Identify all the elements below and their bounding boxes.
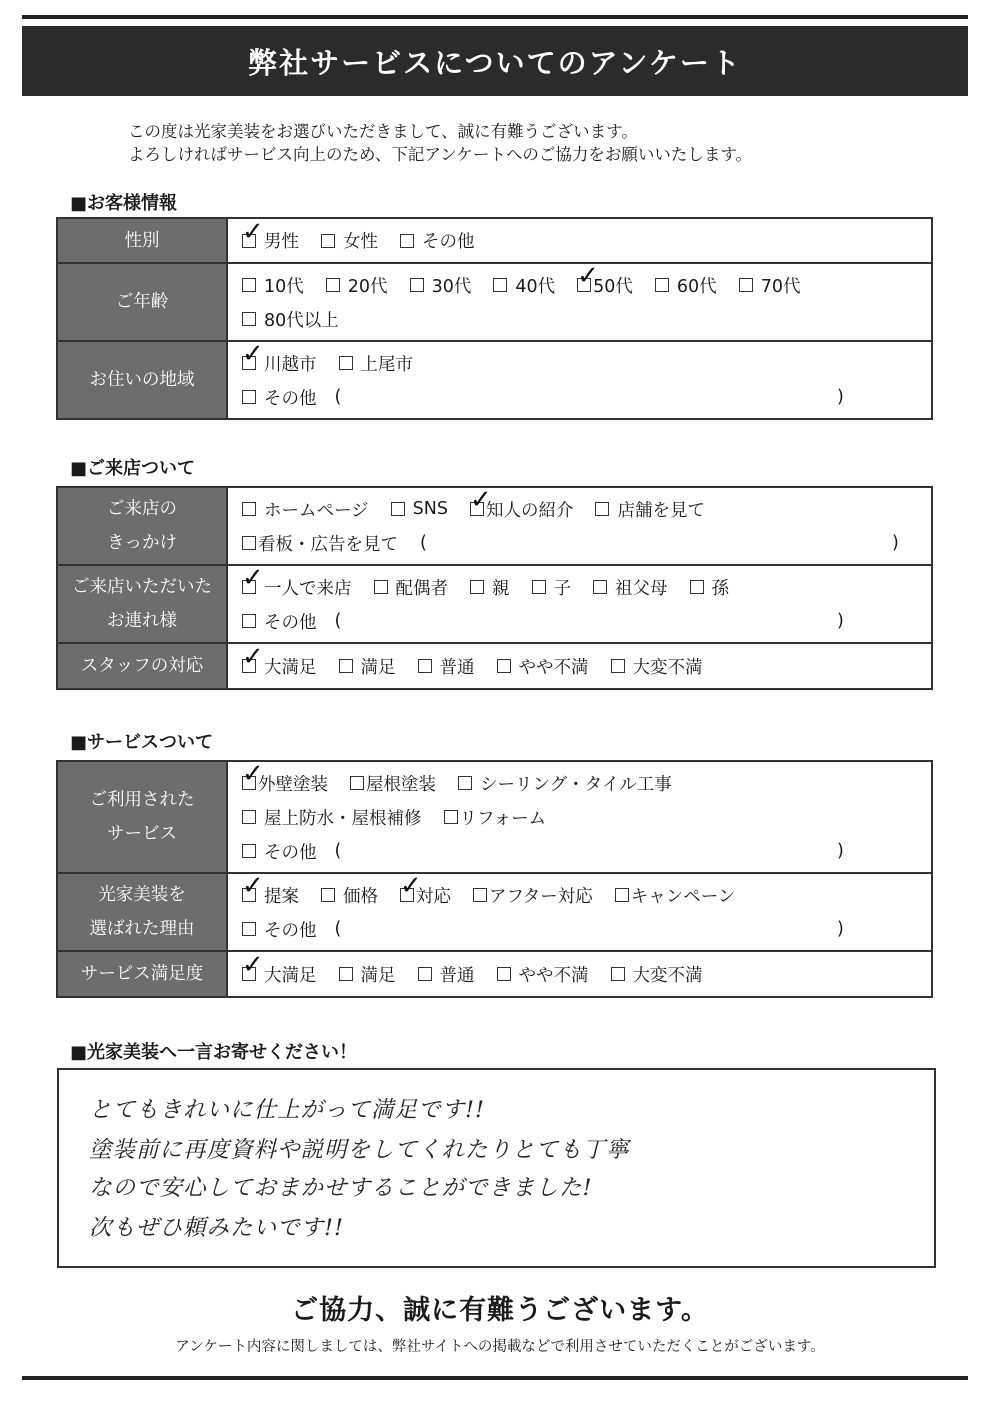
option-grandparent[interactable]	[593, 575, 668, 600]
checkbox[interactable]	[242, 950, 264, 981]
option-reason-other[interactable]	[242, 917, 317, 942]
option-label: 配偶者	[395, 578, 448, 599]
comment-line-2: 塗装前に再度資料や説明をしてくれたりとても丁寧	[89, 1137, 630, 1163]
option-age-80plus[interactable]	[242, 307, 339, 332]
option-campaign[interactable]	[615, 883, 736, 908]
option-label: 価格	[343, 886, 378, 907]
option-very-dissatisfied[interactable]	[611, 962, 703, 987]
gender-options	[227, 218, 932, 263]
checkbox[interactable]	[242, 339, 264, 370]
option-label: 60代	[676, 276, 717, 297]
checkbox[interactable]	[242, 810, 256, 824]
option-response[interactable]	[400, 871, 451, 908]
usage-notice: アンケート内容に関しましては、弊社サイトへの掲載などで利用させていただくことがございます。	[175, 1339, 825, 1355]
reason-label	[57, 873, 227, 951]
option-signboard[interactable]	[242, 531, 398, 556]
option-label: その他	[264, 612, 317, 633]
checkbox[interactable]	[611, 967, 625, 981]
checkbox[interactable]	[473, 888, 487, 902]
trigger-label-line-2: きっかけ	[107, 533, 177, 553]
close-paren: )	[892, 533, 899, 553]
option-label: 30代	[431, 276, 472, 297]
checkbox[interactable]	[444, 810, 458, 824]
check-mark-icon: ✓	[577, 261, 599, 291]
option-age-60[interactable]	[655, 273, 717, 298]
check-mark-icon: ✓	[469, 485, 492, 515]
option-label: 満足	[360, 657, 396, 678]
option-label: 大満足	[264, 965, 317, 986]
satisfaction-label: サービス満足度	[57, 951, 227, 997]
check-mark-icon: ✓	[400, 871, 422, 901]
checkbox[interactable]	[242, 871, 264, 902]
open-paren: (	[334, 919, 342, 939]
option-homepage[interactable]	[242, 497, 369, 522]
checkbox[interactable]	[242, 278, 256, 292]
checkbox[interactable]	[593, 580, 607, 594]
checkbox[interactable]	[391, 502, 405, 516]
option-male[interactable]	[242, 216, 299, 253]
option-somewhat-dissatisfied[interactable]	[497, 962, 589, 987]
used-label-line-1: ご利用された	[89, 790, 195, 810]
checkbox[interactable]	[242, 536, 256, 550]
option-service-other[interactable]	[242, 839, 317, 864]
option-label: その他	[422, 232, 475, 252]
intro-text	[128, 120, 752, 166]
close-paren: )	[837, 611, 844, 631]
option-label: 看板・広告を見て	[258, 534, 398, 555]
option-label: 10代	[264, 276, 304, 297]
intro-line-1: この度は光家美装をお選びいただきまして、誠に有難うございます。	[128, 122, 638, 141]
check-mark-icon: ✓	[242, 871, 264, 901]
thanks-message: ご協力、誠に有難うございます。	[291, 1295, 709, 1326]
checkbox[interactable]	[326, 278, 340, 292]
intro-line-2: よろしければサービス向上のため、下記アンケートへのご協力をお願いいたします。	[128, 145, 753, 164]
checkbox[interactable]	[469, 485, 492, 516]
option-staff-very-dissatisfied[interactable]	[611, 654, 703, 679]
customer-info-table	[56, 217, 933, 420]
option-label: 外壁塗装	[258, 774, 328, 795]
used-label-line-2: サービス	[107, 824, 177, 844]
option-age-30[interactable]	[410, 273, 472, 298]
checkbox[interactable]	[418, 967, 432, 981]
option-spouse[interactable]	[374, 575, 449, 600]
option-exterior-wall[interactable]	[242, 759, 328, 796]
option-label: 大満足	[264, 657, 317, 678]
option-label: リフォーム	[459, 808, 547, 829]
open-paren: (	[334, 611, 342, 631]
option-age-70[interactable]	[739, 273, 801, 298]
checkbox[interactable]	[577, 261, 599, 292]
checkbox[interactable]	[242, 563, 264, 594]
option-label: その他	[264, 920, 317, 941]
option-label: 川越市	[264, 354, 317, 375]
checkbox[interactable]	[339, 356, 353, 370]
option-label: シーリング・タイル工事	[480, 774, 672, 795]
option-label: 対応	[416, 886, 451, 907]
option-label: やや不満	[518, 657, 589, 678]
used-service-label	[57, 761, 227, 873]
option-after-service[interactable]	[473, 883, 593, 908]
option-proposal[interactable]	[242, 871, 299, 908]
checkbox[interactable]	[242, 614, 256, 628]
option-label: 80代以上	[264, 310, 339, 331]
option-label: その他	[264, 388, 317, 409]
companion-options	[227, 565, 932, 643]
option-label: 普通	[439, 965, 475, 986]
option-store[interactable]	[595, 497, 705, 522]
checkbox[interactable]	[242, 390, 256, 404]
check-mark-icon: ✓	[242, 642, 264, 672]
checkbox[interactable]	[615, 888, 629, 902]
section-heading-service: ■サービスついて	[70, 732, 214, 753]
reason-label-line-2: 選ばれた理由	[89, 919, 195, 939]
checkbox[interactable]	[497, 659, 511, 673]
area-label: お住いの地域	[57, 341, 227, 419]
option-label: 20代	[347, 276, 388, 297]
section-heading-customer: ■お客様情報	[70, 193, 178, 214]
checkbox[interactable]	[242, 844, 256, 858]
checkbox[interactable]	[374, 580, 388, 594]
checkbox[interactable]	[242, 759, 264, 790]
checkbox[interactable]	[321, 888, 335, 902]
option-label: 祖父母	[615, 578, 668, 599]
option-label: 上尾市	[360, 354, 413, 375]
option-label: 大変不満	[632, 657, 703, 678]
option-parent[interactable]	[470, 575, 510, 600]
check-mark-icon: ✓	[242, 339, 264, 369]
close-paren: )	[837, 919, 844, 939]
service-table	[56, 760, 933, 998]
option-roof-paint[interactable]	[350, 771, 436, 796]
reason-options	[227, 873, 932, 951]
checkbox[interactable]	[400, 871, 422, 902]
checkbox[interactable]	[242, 312, 256, 326]
option-companion-other[interactable]	[242, 609, 317, 634]
page-title: 弊社サービスについてのアンケート	[22, 26, 968, 96]
check-mark-icon: ✓	[242, 216, 264, 247]
checkbox[interactable]	[458, 776, 472, 790]
checkbox[interactable]	[242, 216, 264, 248]
option-area-other[interactable]	[242, 385, 317, 410]
option-ageo[interactable]	[339, 351, 414, 376]
checkbox[interactable]	[418, 659, 432, 673]
companion-label	[57, 565, 227, 643]
option-label: 普通	[439, 657, 475, 678]
comment-line-1: とてもきれいに仕上がって満足です!!	[89, 1097, 486, 1123]
option-waterproof-roof-repair[interactable]	[242, 805, 422, 830]
checkbox[interactable]	[739, 278, 753, 292]
option-referral[interactable]	[469, 485, 574, 522]
satisfaction-options	[227, 951, 932, 997]
staff-label: スタッフの対応	[57, 643, 227, 689]
top-rule	[22, 15, 968, 19]
area-options	[227, 341, 932, 419]
checkbox[interactable]	[400, 234, 414, 248]
option-very-satisfied[interactable]	[242, 950, 317, 987]
option-label: 店舗を見て	[617, 500, 705, 521]
option-label: ホームページ	[264, 500, 369, 521]
option-age-50[interactable]	[577, 261, 633, 298]
comment-line-4: 次もぜひ頼みたいです!!	[89, 1215, 345, 1241]
option-label: 女性	[343, 232, 378, 252]
checkbox[interactable]	[690, 580, 704, 594]
option-label: キャンペーン	[630, 886, 736, 907]
trigger-label-line-1: ご来店の	[107, 499, 177, 519]
visit-table	[56, 486, 933, 690]
option-age-10[interactable]	[242, 273, 304, 298]
section-heading-visit: ■ご来店ついて	[70, 458, 196, 479]
option-female[interactable]	[321, 228, 378, 253]
option-other[interactable]	[400, 228, 475, 253]
checkbox[interactable]	[339, 659, 353, 673]
checkbox[interactable]	[655, 278, 669, 292]
option-label: 満足	[360, 965, 396, 986]
option-label: 孫	[711, 578, 729, 599]
option-label: 提案	[264, 886, 299, 907]
checkbox[interactable]	[611, 659, 625, 673]
checkbox[interactable]	[410, 278, 424, 292]
gender-label: 性別	[57, 218, 227, 263]
companion-label-line-1: ご来店いただいた	[72, 577, 212, 597]
option-label: SNS	[412, 499, 448, 519]
option-label: 親	[492, 578, 510, 599]
option-label: 知人の紹介	[485, 500, 574, 521]
open-paren: (	[334, 841, 342, 861]
age-options	[227, 263, 932, 341]
open-paren: (	[420, 533, 427, 553]
checkbox[interactable]	[242, 922, 256, 936]
checkbox[interactable]	[532, 580, 546, 594]
option-label: その他	[264, 842, 317, 863]
option-label: やや不満	[518, 965, 589, 986]
bottom-rule	[22, 1376, 968, 1380]
option-label: 40代	[515, 276, 556, 297]
option-sns[interactable]	[391, 499, 448, 519]
checkbox[interactable]	[493, 278, 507, 292]
option-label: 男性	[264, 232, 299, 252]
checkbox[interactable]	[497, 967, 511, 981]
check-mark-icon: ✓	[242, 759, 264, 789]
option-label: 70代	[760, 276, 801, 297]
option-staff-normal[interactable]	[418, 654, 475, 679]
option-staff-somewhat-dissatisfied[interactable]	[497, 654, 589, 679]
option-satisfied[interactable]	[339, 962, 396, 987]
checkbox[interactable]	[321, 234, 335, 248]
option-sealing-tile[interactable]	[458, 771, 672, 796]
option-kawagoe[interactable]	[242, 339, 317, 376]
companion-label-line-2: お連れ様	[107, 611, 177, 631]
option-staff-satisfied[interactable]	[339, 654, 396, 679]
trigger-options	[227, 487, 932, 565]
option-label: 大変不満	[632, 965, 703, 986]
option-label: 50代	[593, 276, 633, 297]
checkbox[interactable]	[470, 580, 484, 594]
section-heading-comment: ■光家美装へ一言お寄せください！	[70, 1042, 358, 1063]
option-label: 子	[553, 578, 571, 599]
option-child[interactable]	[532, 575, 572, 600]
option-reform[interactable]	[444, 805, 547, 830]
option-label: アフター対応	[489, 886, 593, 907]
used-service-options	[227, 761, 932, 873]
reason-label-line-1: 光家美装を	[98, 885, 186, 905]
option-label: 屋根塗装	[366, 774, 436, 795]
option-label: 屋上防水・屋根補修	[264, 808, 422, 829]
comment-line-3: なので安心しておまかせすることができました!	[89, 1175, 593, 1201]
checkbox[interactable]	[350, 776, 364, 790]
option-normal[interactable]	[418, 962, 475, 987]
staff-options	[227, 643, 932, 689]
option-age-40[interactable]	[493, 273, 555, 298]
check-mark-icon: ✓	[242, 950, 264, 980]
option-price[interactable]	[321, 883, 378, 908]
age-label: ご年齢	[57, 263, 227, 341]
trigger-label	[57, 487, 227, 565]
option-alone[interactable]	[242, 563, 352, 600]
checkbox[interactable]	[242, 502, 256, 516]
check-mark-icon: ✓	[242, 563, 264, 593]
open-paren: (	[334, 387, 342, 407]
option-label: 一人で来店	[264, 578, 352, 599]
checkbox[interactable]	[242, 642, 264, 673]
option-age-20[interactable]	[326, 273, 388, 298]
option-staff-very-satisfied[interactable]	[242, 642, 317, 679]
option-grandchild[interactable]	[690, 575, 730, 600]
close-paren: )	[837, 387, 844, 407]
checkbox[interactable]	[339, 967, 353, 981]
comment-box[interactable]	[57, 1068, 936, 1268]
checkbox[interactable]	[595, 502, 609, 516]
close-paren: )	[837, 841, 844, 861]
